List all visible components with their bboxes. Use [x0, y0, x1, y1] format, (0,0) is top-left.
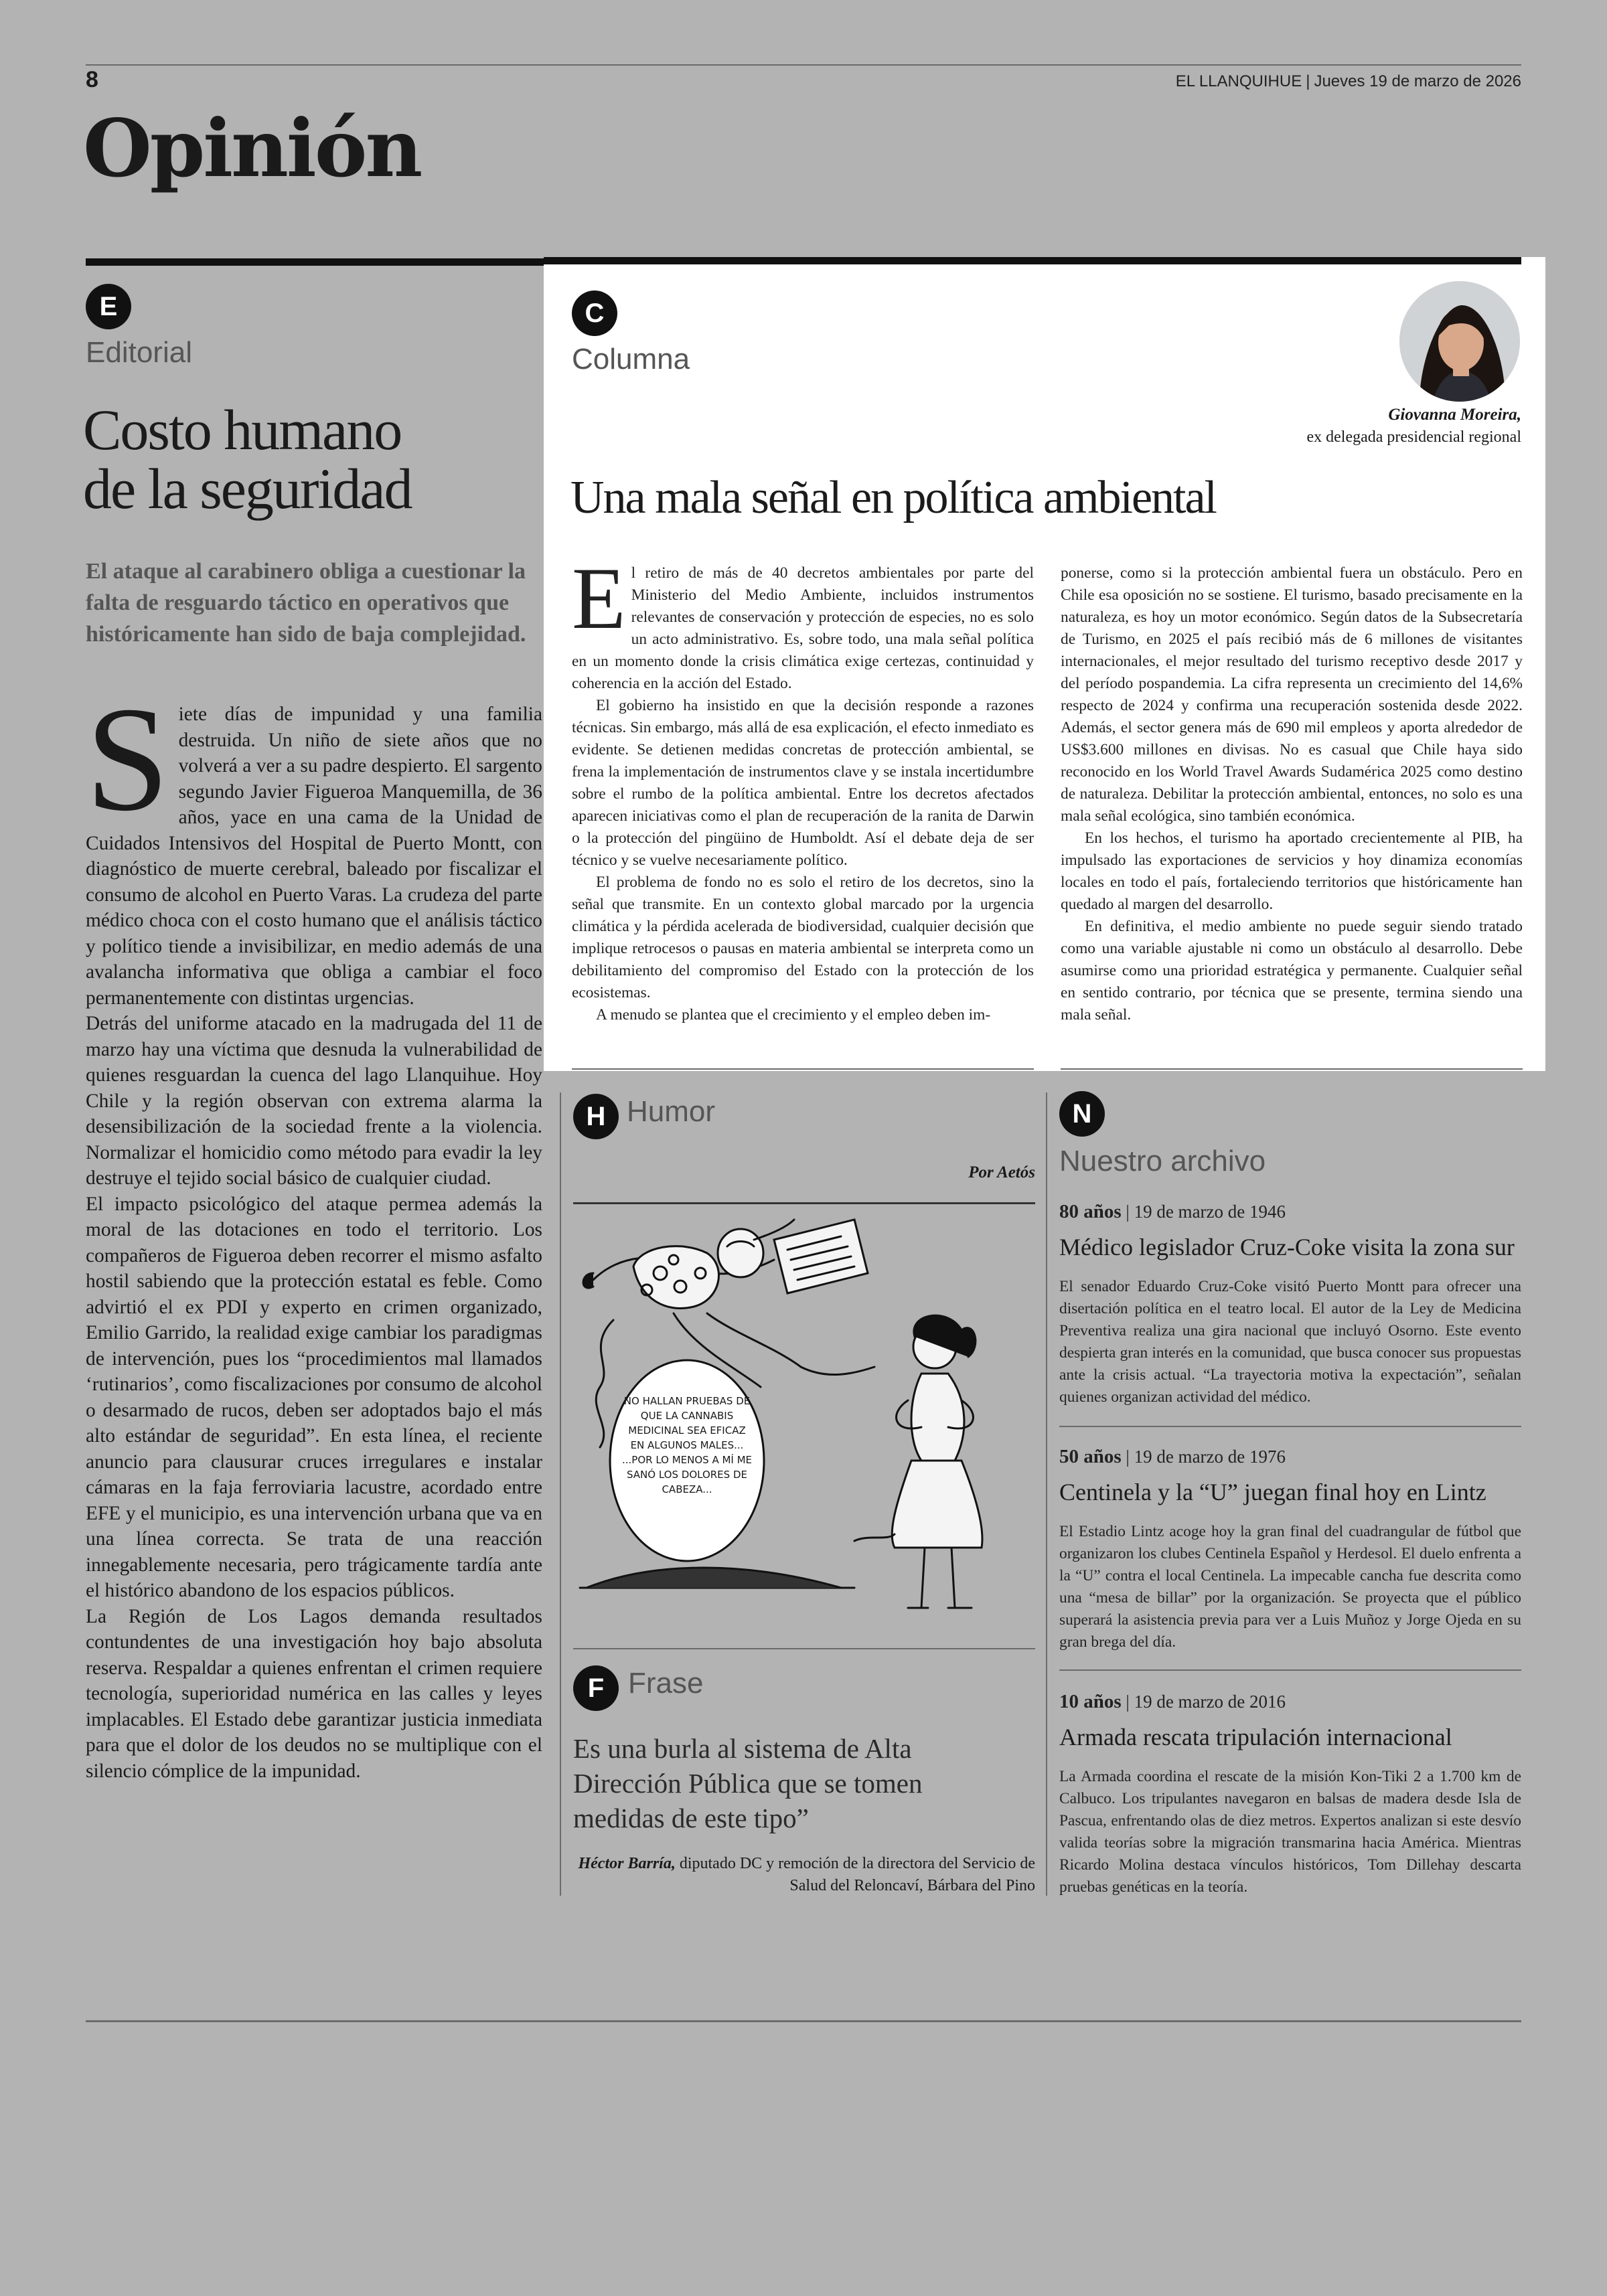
frase-attribution: diputado DC y remoción de la directora del Servicio de Salud del Reloncaví, Bárbara del Pino: [679, 1855, 1035, 1894]
author-name: Giovanna Moreira,: [1388, 406, 1521, 424]
column-top-rule: [544, 257, 1521, 264]
column-paragraph-6: En los hechos, el turismo ha aportado crecientemente al PIB, ha impulsado las exportaciones de servicios y hoy dinamiza economías locales en todo el país, fortaleciendo territorios que históricamente han quedado al margen del desarrollo.: [1061, 829, 1523, 913]
editorial-body: [86, 676, 542, 1784]
section-title: Opinión: [83, 102, 421, 195]
author-photo: [1399, 281, 1520, 402]
column-dropcap: E: [572, 549, 626, 647]
archive-item-1-date: 19 de marzo de 1946: [1134, 1202, 1286, 1222]
column-headline: Una mala señal en política ambiental: [570, 472, 1216, 523]
humor-byline: Por Aetós: [968, 1163, 1035, 1181]
masthead: [1176, 72, 1521, 91]
editorial-headline-line1: Costo humano: [83, 398, 402, 462]
cartoon: [573, 1213, 1035, 1615]
issue-date: Jueves 19 de marzo de 2026: [1314, 72, 1521, 90]
archive-item-2-header: 50 años | 19 de marzo de 1976: [1059, 1446, 1286, 1467]
frase-attribution-block: [573, 1853, 1035, 1897]
archive-item-1-text: El senador Eduardo Cruz-Coke visitó Puerto Montt para ofrecer una disertación política en el teatro local. El autor de la Ley de Medicina Preventiva realiza una gira nacional que incluyó Osorno. Este evento despierta gran interés en la comunidad, que busca conocer sus propuestas ante la crisis actual. “La trayectoria motiva la expectación”, señalan quienes organizan actividad del médico.: [1059, 1278, 1521, 1406]
editorial-headline-line2: de la seguridad: [83, 457, 412, 521]
author-portrait-icon: [1399, 281, 1520, 402]
archive-divider-1: [1059, 1426, 1521, 1427]
editorial-lead: El ataque al carabinero obliga a cuestionar la falta de resguardo táctico en operativos que históricamente han sido de baja complejidad.: [86, 559, 526, 647]
column-paragraph-2: El gobierno ha insistido en que la decisión responde a razones técnicas. Sin embargo, más allá de esa explicación, el efecto inmediato es evidente. Se detienen medidas concretas de protección ambiental, se frena la implementación de instrumentos clave y se instala incertidumbre sobre el rumbo de la política ambiental. Entre los decretos afectados aparecen iniciativas como el plan de recuperación de la ranita de Darwin o la protección del pingüino de Humboldt. Así el debate deja de ser técnico y se vuelve necesariamente político.: [572, 697, 1034, 869]
editorial-badge: E: [86, 284, 131, 329]
archive-item-2-title: Centinela y la “U” juegan final hoy en Lintz: [1059, 1479, 1486, 1505]
column-paragraph-7: En definitiva, el medio ambiente no puede seguir siendo tratado como una variable ajustable ni como un obstáculo al desarrollo. Debe asumirse como una prioridad estratégica y permanente. Cualquier señal en sentido contrario, por técnica que se presente, termina siendo una mala señal.: [1061, 918, 1523, 1023]
editorial-headline: [83, 398, 538, 521]
archive-kicker: Nuestro archivo: [1059, 1145, 1266, 1177]
top-rule: [86, 64, 1521, 66]
page-number: 8: [86, 67, 98, 92]
humor-badge: H: [573, 1094, 619, 1139]
column-paragraph-1: l retiro de más de 40 decretos ambientales por parte del Ministerio del Medio Ambiente, incluidos instrumentos relevantes de conservación y protección de especies, no es solo un acto administrativo. Es, sobre todo, una mala señal política en un momento donde la crisis climática exige certezas, continuidad y coherencia en la acción del Estado.: [572, 564, 1034, 692]
editorial-dropcap: S: [86, 676, 169, 842]
column-kicker: Columna: [572, 343, 690, 376]
column-badge: C: [572, 291, 617, 336]
column-paragraph-5: ponerse, como si la protección ambiental fuera un obstáculo. Pero en Chile esa oposición no se sostiene. El turismo, basado precisamente en la naturaleza, es hoy un motor económico. Según datos de la Subsecretaría de Turismo, en 2025 el país recibió más de 6 millones de visitantes internacionales, el mejor resultado del turismo receptivo desde 2017 y del período pospandemia. La cifra representa un crecimiento del 14,6% respecto de 2024 y confirma una recuperación sostenida desde 2022. Además, el sector genera más de 690 mil empleos y aporta alrededor de US$3.600 millones en divisas. No es casual que Chile haya sido reconocido en los World Travel Awards Sudamérica 2025 como destino de naturaleza. Debilitar la protección ambiental, entonces, no solo es una mala señal ecológica, sino también económica.: [1061, 564, 1523, 825]
column-bottom-rule-left: [572, 1068, 1034, 1070]
archive-item-3-header: 10 años | 19 de marzo de 2016: [1059, 1691, 1286, 1712]
archive-item-1-title: Médico legislador Cruz-Coke visita la zona sur: [1059, 1234, 1515, 1260]
humor-top-rule: [573, 1202, 1035, 1204]
masthead-separator: |: [1306, 72, 1310, 90]
column-paragraph-3: El problema de fondo no es solo el retiro de los decretos, sino la señal que transmite. En un contexto global marcado por la urgencia climática y la pérdida acelerada de biodiversidad, cualquier decisión que implique retrocesos o pausas en materia ambiental se interpreta como un debilitamiento del compromiso del Estado con la protección de los ecosistemas.: [572, 874, 1034, 1001]
newspaper-name: EL LLANQUIHUE: [1175, 72, 1302, 90]
frase-quote: Es una burla al sistema de Alta Dirección Pública que se tomen medidas de este tipo”: [573, 1733, 923, 1833]
editorial-kicker: Editorial: [86, 336, 192, 369]
column-bottom-rule-right: [1061, 1068, 1523, 1070]
archive-item-3-years: 10 años: [1059, 1691, 1122, 1712]
frase-author: Héctor Barría,: [578, 1855, 676, 1872]
archive-item-2-date: 19 de marzo de 1976: [1134, 1447, 1286, 1467]
archive-item-3-title: Armada rescata tripulación internacional: [1059, 1724, 1452, 1750]
archive-item-3-date: 19 de marzo de 2016: [1134, 1692, 1286, 1712]
archive-item-1-header: 80 años | 19 de marzo de 1946: [1059, 1201, 1286, 1222]
archive-badge: N: [1059, 1091, 1105, 1137]
cartoon-speech-bubble: NO HALLAN PRUEBAS DE QUE LA CANNABIS MEDICINAL SEA EFICAZ EN ALGUNOS MALES... ...POR LO MENOS A MÍ ME SANÓ LOS DOLORES DE CABEZA...: [621, 1395, 753, 1495]
archive-item-1-years: 80 años: [1059, 1201, 1122, 1222]
humor-kicker: Humor: [627, 1095, 716, 1128]
column-body-left: [572, 549, 1034, 1026]
frase-badge: F: [573, 1665, 619, 1711]
editorial-paragraph-3: El impacto psicológico del ataque permea además la moral de las dotaciones en todo el territorio. Los compañeros de Figueroa deben recorrer el mismo asfalto hostil sabiendo que la protección estatal es feble. Como advirtió el ex PDI y experto en crimen organizado, Emilio Garrido, la realidad exige cambiar los paradigmas de intervención, pues los “procedimientos mal llamados ‘rutinarios’, como fiscalizaciones por consumo de alcohol o desarmado de rucos, deben ser adoptados bajo el más alto estándar de seguridad”. En esta línea, el reciente anuncio para clausurar cruces irregulares e instalar cámaras en la faja ferroviaria lacustre, acordado entre EFE y el municipio, es una intervención urbana que va en una línea correcta. Se trata de una reacción innegablemente necesaria, pero trágicamente tardía ante el histórico abandono de los espacios públicos.: [86, 1193, 542, 1601]
humor-column-separator: [560, 1092, 561, 1896]
column-paragraph-4: A menudo se plantea que el crecimiento y el empleo deben im-: [596, 1006, 991, 1023]
editorial-paragraph-4: La Región de Los Lagos demanda resultados contundentes de una investigación hoy bajo absoluta reserva. Respaldar a quienes enfrentan el crimen requiere tecnología, superioridad numérica en las calles y leyes implacables. El Estado debe garantizar justicia inmediata para que el dolor de los deudos no se multiplique con el silencio cómplice de la impunidad.: [86, 1605, 542, 1782]
archive-divider-2: [1059, 1669, 1521, 1671]
column-panel: [544, 257, 1545, 1071]
footer-rule: [86, 2020, 1521, 2022]
editorial-paragraph-2: Detrás del uniforme atacado en la madrugada del 11 de marzo hay una víctima que desnuda la vulnerabilidad de quienes resguardan la cuenca del lago Llanquihue. Hoy Chile y la región observan con extrema alarma la desensibilización de la sociedad frente a la violencia. Normalizar el homicidio como método para evadir la ley destruye el tejido social básico de cualquier ciudad.: [86, 1013, 542, 1189]
archive-column-separator: [1046, 1092, 1047, 1896]
author-role: ex delegada presidencial regional: [1306, 428, 1521, 446]
frase-kicker: Frase: [628, 1667, 704, 1700]
editorial-paragraph-1: iete días de impunidad y una familia destruida. Un niño de siete años que no volverá a ver a su padre despierto. El sargento segundo Javier Figueroa Manquemilla, de 36 años, yace en una cama de la Unidad de Cuidados Intensivos del Hospital de Puerto Montt, con diagnóstico de muerte cerebral, baleado por fiscalizar el consumo de alcohol en Puerto Varas. La crudeza del parte médico choca con el costo humano que el análisis táctico y político tiende a invisibilizar, en medio además de una avalancha informativa que obliga a cambiar el foco permanentemente con distintas urgencias.: [86, 704, 542, 1009]
archive-item-2-years: 50 años: [1059, 1446, 1122, 1467]
archive-item-2-text: El Estadio Lintz acoge hoy la gran final del cuadrangular de fútbol que organizaron los clubes Centinela Español y Herdesol. El duelo enfrenta a la “U” contra el local Centinela. La impecable cancha fue descrita como una “mesa de billar” por la organización. Se proyecta que el público superará la asistencia previa para ver a Luis Muñoz y Jorge Ojeda en su gran bregа del día.: [1059, 1523, 1521, 1651]
column-body-right: [1061, 562, 1523, 1026]
humor-bottom-rule: [573, 1648, 1035, 1649]
archive-item-3-text: La Armada coordina el rescate de la misión Kon-Tiki 2 a 1.700 km de Calbuco. Los tripulantes navegaron en balsas de madera desde Isla de Pascua, enfrentando olas de diez metros. Expertos analizan si este desvío valida teorías sobre la migración transmarina hacia América. Mientras Ricardo Molina destaca vínculos históricos, Tom Dillehay descarta pruebas genéticas en la teoría.: [1059, 1768, 1521, 1896]
